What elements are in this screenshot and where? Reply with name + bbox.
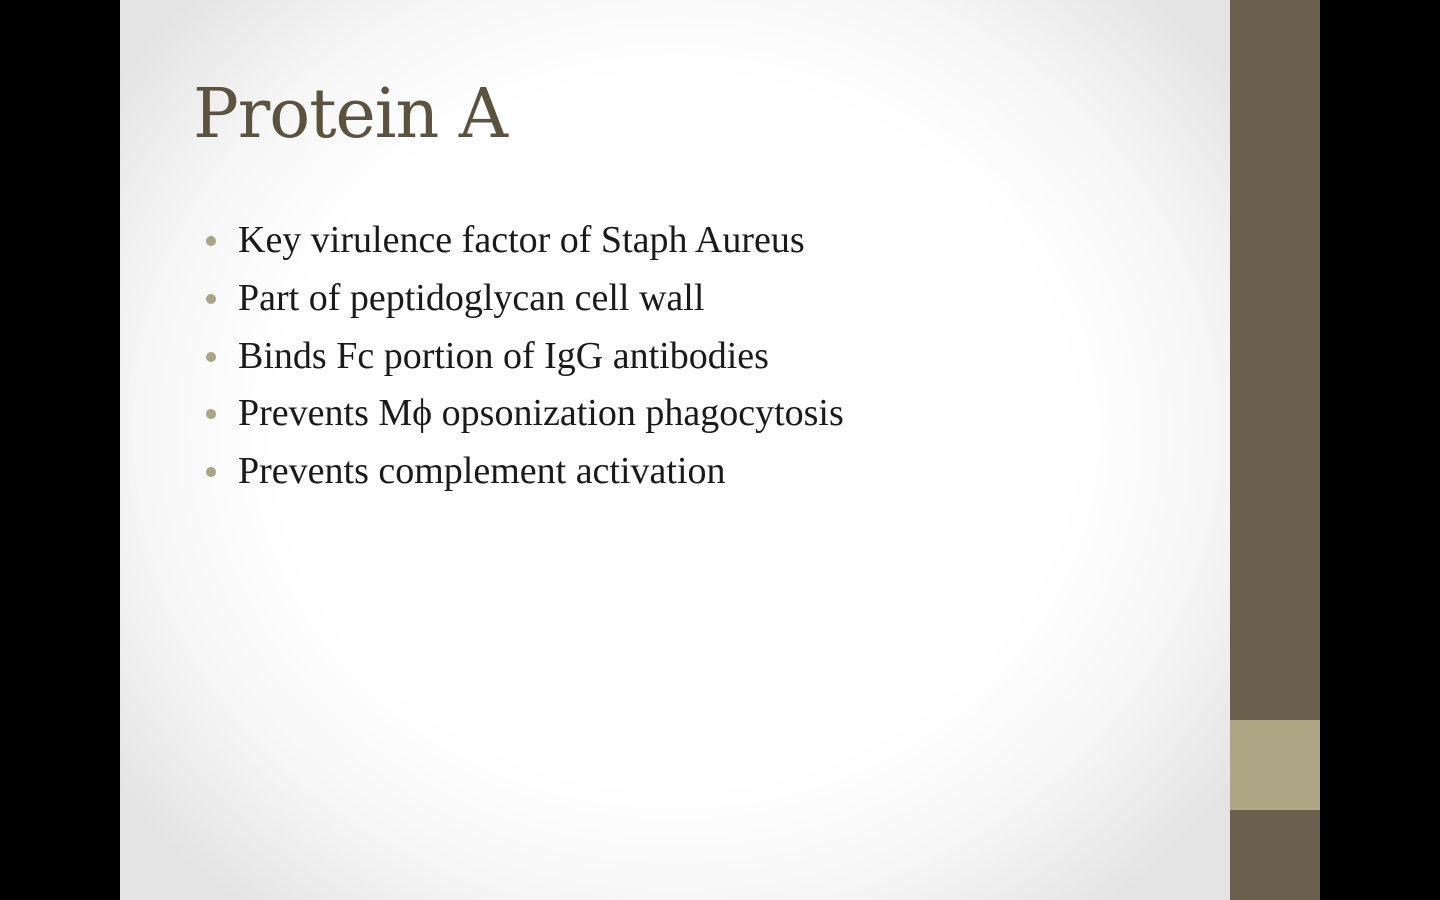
bullet-dot-icon — [206, 467, 216, 477]
bullet-dot-icon — [206, 352, 216, 362]
bullet-text: Key virulence factor of Staph Aureus — [238, 219, 805, 261]
decorative-side-bar — [1230, 0, 1320, 900]
bullet-dot-icon — [206, 294, 216, 304]
bullet-dot-icon — [206, 236, 216, 246]
slide-title: Protein A — [193, 75, 508, 154]
slide-content-area — [120, 0, 1230, 900]
decorative-side-accent — [1230, 720, 1320, 810]
bullet-dot-icon — [206, 409, 216, 419]
bullet-text: Part of peptidoglycan cell wall — [238, 276, 705, 319]
bullet-text: Prevents complement activation — [238, 450, 726, 493]
bullet-text: Prevents Mϕ opsonization phagocytosis — [238, 392, 844, 435]
bullet-text: Binds Fc portion of IgG antibodies — [238, 334, 769, 377]
slide — [120, 0, 1320, 900]
